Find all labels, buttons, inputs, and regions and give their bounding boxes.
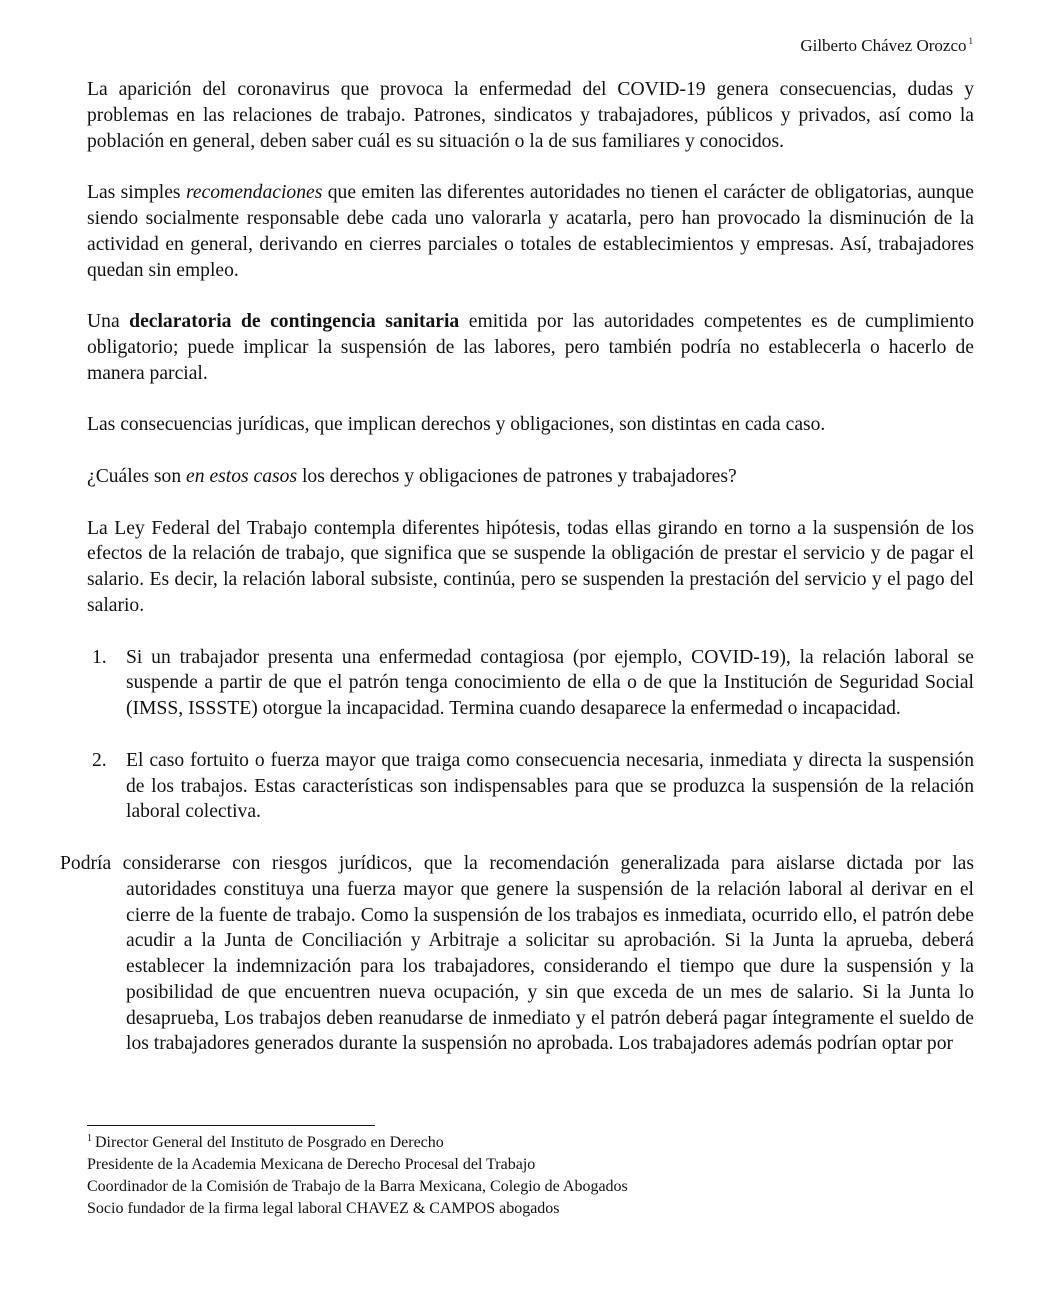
emphasis-recomendaciones: recomendaciones [185,182,323,204]
list-item [87,748,974,825]
text-run: ¿Cuáles son [87,465,187,487]
paragraph-3 [87,309,974,386]
footnotes [87,1128,974,1220]
body-text [60,77,975,1057]
numbered-list [87,645,974,826]
text-run: Las simples [87,182,186,204]
list-number: 2. [92,749,107,771]
footnote-text: Director General del Instituto de Posgrado en Derecho [95,1134,444,1151]
paragraph-6: La Ley Federal del Trabajo contempla diferentes hipótesis, todas ellas girando en torno a la suspensión de los efectos de la relación de trabajo, que significa que se suspende la obligación de prestar el servicio y de pagar el salario. Es decir, la relación laboral subsiste, continúa, pero se suspenden la prestación del servicio y el pago del salario. [87,517,974,616]
bold-declaratoria: declaratoria de contingencia sanitaria [129,311,460,333]
paragraph-2 [87,180,974,283]
page-header [800,30,973,57]
footnote-line [87,1128,974,1154]
footnote-line: Coordinador de la Comisión de Trabajo de la Barra Mexicana, Colegio de Abogados [87,1178,628,1195]
text-run: los derechos y obligaciones de patrones y trabajadores? [297,465,737,487]
text-run: emitida por las autoridades competentes es de cumplimiento obligatorio; puede implicar la suspensión de las labores, pero también podría no establecerla o hacerlo de manera parcial. [87,311,974,384]
header-author: Gilberto Chávez Orozco [800,36,967,55]
paragraph-5 [87,464,974,490]
paragraph-1: La aparición del coronavirus que provoca la enfermedad del COVID-19 genera consecuencias, dudas y problemas en las relaciones de trabajo. Patrones, sindicatos y trabajadores, públicos y privados, así como la población en general, deben saber cuál es su situación o la de sus familiares y conocidos. [87,79,974,152]
footnote-line: Socio fundador de la firma legal laboral CHAVEZ & CAMPOS abogados [87,1200,560,1217]
paragraph-4: Las consecuencias jurídicas, que implican derechos y obligaciones, son distintas en cada caso. [87,414,826,436]
footnote-divider [87,1125,375,1126]
list-item [87,645,974,722]
footnote-line: Presidente de la Academia Mexicana de Derecho Procesal del Trabajo [87,1156,536,1173]
list-item-text: El caso fortuito o fuerza mayor que traiga como consecuencia necesaria, inmediata y directa la suspensión de los trabajos. Estas características son indispensables para que se produzca la suspensión de la relación laboral colectiva. [126,749,974,823]
header-footnote-ref[interactable]: 1 [968,36,973,46]
paragraph-7: Podría considerarse con riesgos jurídicos, que la recomendación generalizada para aislarse dictada por las autoridades constituya una fuerza mayor que genere la suspensión de la relación laboral al derivar en el cierre de la fuente de trabajo. Como la suspensión de los trabajos es inmediata, ocurrido ello, el patrón debe acudir a la Junta de Conciliación y Arbitraje a solicitar su aprobación. Si la Junta la aprueba, deberá establecer la indemnización para los trabajadores, considerando el tiempo que dure la suspensión y la posibilidad de que encuentren nueva ocupación, y sin que exceda de un mes de salario. Si la Junta lo desaprueba, Los trabajos deben reanudarse de inmediato y el patrón deberá pagar íntegramente el sueldo de los trabajadores generados durante la suspensión no aprobada. Los trabajadores además podrían optar por [60,852,974,1055]
emphasis-en-estos-casos: en estos casos [186,465,298,487]
list-number: 1. [92,646,107,668]
text-run: que emiten las diferentes autoridades no tienen el carácter de obligatorias, aunque siendo socialmente responsable debe cada uno valorarla y acatarla, pero han provocado la disminución de la actividad en general, derivando en cierres parciales o totales de establecimientos y empresas. Así, trabajadores quedan sin empleo. [87,182,975,281]
footnote-number: 1 [87,1133,92,1144]
text-run: Una [87,311,130,333]
list-item-text: Si un trabajador presenta una enfermedad contagiosa (por ejemplo, COVID-19), la relación laboral se suspende a partir de que el patrón tenga conocimiento de ella o de que la Institución de Seguridad Social (IMSS, ISSSTE) otorgue la incapacidad. Termina cuando desaparece la enfermedad o incapacidad. [126,646,974,720]
